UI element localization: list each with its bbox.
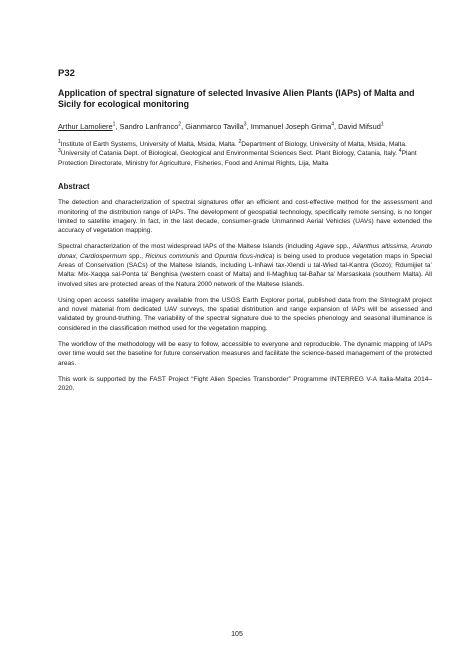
- paper-title: Application of spectral signature of selected Invasive Alien Plants (IAPs) of Malta and Sicily for ecological monitoring: [58, 88, 415, 109]
- affiliation-text: Department of Biology, University of Malta, Msida, Malta.: [241, 141, 407, 148]
- affiliation-sup: 1: [58, 138, 61, 145]
- abstract-heading: Abstract: [58, 182, 90, 192]
- paragraph-text: Spectral characterization of the most widespread IAPs of the Maltese Islands (including: [58, 243, 316, 251]
- affiliation-text: Plant Protection Directorate, Ministry for Agriculture, Fisheries, Food and Animal Rights, Lija, Malta: [58, 150, 417, 167]
- abstract-paragraph: [58, 198, 432, 235]
- paragraph-text: This work is supported by the FAST Project “Fight Alien Species Transborder” Programme INTERREG V-A Italia-Malta 2014–2020.: [58, 375, 432, 393]
- paragraph-text: ) is being used to produce vegetation maps in Special Areas of Conservation (SACs) of the Maltese Islands, including L-Inħawi tax-Xlendi u tal-Wied tal-Kantra (Gozo); Rdumijiet ta’ Malta: Mix-Xaqqa sal-Ponta ta’ Benghisa (western coast of Malta) and Il-Magħluq tal-Baħar ta’ Marsaskala (southern Malta). All involved sites are protected areas of the Natura 2000 network of the Maltese Islands.: [58, 252, 432, 288]
- author-sup: 4: [331, 121, 334, 128]
- author-name: Gianmarco Tavilla: [185, 122, 244, 131]
- affiliation-sup: 3: [58, 148, 61, 155]
- author-separator: ,: [181, 122, 186, 131]
- affiliation-sup: 2: [238, 138, 242, 145]
- paragraph-text: ,: [75, 252, 80, 260]
- abstract-body: [58, 198, 432, 393]
- species-name: Cardiospermum: [79, 252, 127, 260]
- abstract-paragraph: [58, 340, 432, 368]
- species-name: Ailanthus altissima: [352, 243, 407, 251]
- author-name: David Mifsud: [338, 122, 381, 131]
- paragraph-text: spp.,: [126, 252, 146, 260]
- affiliation-text: University of Catania Dept. of Biological, Geological and Environmental Sciences Sect. Plant Biology, Catania, Italy.: [60, 150, 399, 158]
- species-name: Arundo donax: [58, 243, 432, 260]
- species-name: Ricinus communis: [145, 252, 199, 260]
- author-list: [58, 122, 432, 132]
- paragraph-text: ,: [406, 243, 411, 251]
- author-name: Immanuel Joseph Grima: [250, 122, 332, 131]
- page-number: 105: [231, 631, 243, 638]
- author-sup: 2: [178, 121, 182, 128]
- paragraph-text: The detection and characterization of spectral signatures offer an efficient and cost-effective method for the assessment and monitoring of the distribution range of IAPs. The development of geospatial technology, specifically remote sensing, is no longer limited to satellite imagery. In fact, in the last decade, consumer-grade Unmanned Aerial Vehicles (UAVs) have extended the accuracy of vegetation mapping.: [58, 199, 432, 235]
- affiliations: [58, 140, 432, 168]
- paragraph-text: Using open access satellite imagery available from the USGS Earth Explorer portal, published data from the SIntegraM project and novel material from dedicated UAV surveys, the spatial distribution and range expansion of IAPs will be assessed and validated by ground-truthing. The variability of the spectral signature due to the species phenology and seasonal illuminance is considered in the classification method used for the vegetation mapping.: [58, 296, 432, 332]
- affiliation-sup: 4: [398, 148, 402, 155]
- author-name: Sandro Lanfranco: [119, 122, 179, 131]
- author-name: Arthur Lamoliere: [58, 122, 113, 131]
- paragraph-text: spp.,: [334, 243, 353, 251]
- affiliation-text: Institute of Earth Systems, University of Malta, Msida, Malta.: [60, 141, 239, 148]
- author-sup: 1: [380, 121, 384, 128]
- abstract-paragraph: [58, 242, 432, 288]
- author-separator: ,: [246, 122, 251, 131]
- abstract-paragraph: [58, 296, 432, 333]
- author-separator: ,: [333, 122, 339, 131]
- species-name: Opuntia ficus-indica: [214, 252, 273, 260]
- species-name: Agave: [315, 243, 335, 251]
- author-sup: 1: [112, 121, 116, 128]
- poster-code: P32: [58, 68, 75, 79]
- paragraph-text: The workflow of the methodology will be easy to follow, accessible to everyone and reproducible. The dynamic mapping of IAPs over time would set the baseline for future conservation measures and facilitate the science-based management of the protected areas.: [58, 341, 432, 367]
- abstract-content: [58, 68, 432, 401]
- author-sup: 3: [243, 121, 247, 128]
- abstract-paragraph: [58, 375, 432, 394]
- paragraph-text: and: [198, 252, 215, 260]
- author-separator: ,: [115, 122, 120, 131]
